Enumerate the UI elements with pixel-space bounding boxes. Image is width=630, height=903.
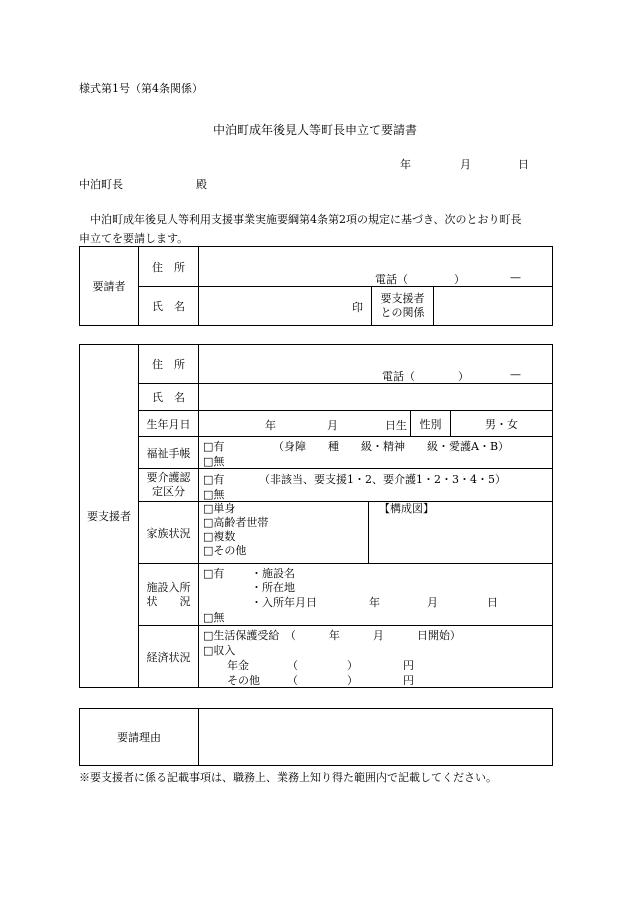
pension-unit: 円 bbox=[403, 659, 414, 672]
care-level-label bbox=[139, 469, 199, 502]
requester-phone-label: 電話（ bbox=[375, 273, 408, 286]
supported-name-label: 氏 名 bbox=[139, 384, 199, 411]
requester-name-field[interactable] bbox=[199, 287, 372, 326]
gender-field[interactable]: 男・女 bbox=[451, 411, 553, 437]
date-month-label: 月 bbox=[460, 158, 471, 171]
family-option-multiple[interactable]: □複数 bbox=[203, 530, 236, 543]
family-chart-field[interactable] bbox=[369, 502, 553, 564]
care-level-field[interactable] bbox=[199, 469, 553, 502]
care-no-checkbox[interactable]: □無 bbox=[203, 488, 225, 501]
relation-label-line1: 要支援者 bbox=[380, 292, 425, 305]
supported-phone-label: 電話（ bbox=[382, 370, 415, 383]
family-option-other[interactable]: □その他 bbox=[203, 544, 247, 557]
facility-day-label: 日 bbox=[487, 596, 498, 609]
facility-date-label: ・入所年月日 bbox=[251, 596, 317, 609]
birthdate-label: 生年月日 bbox=[139, 411, 199, 437]
facility-no-checkbox[interactable]: □無 bbox=[203, 611, 225, 624]
reason-field[interactable] bbox=[199, 709, 553, 766]
pension-label: 年金 bbox=[227, 659, 249, 672]
date-day-label: 日 bbox=[518, 158, 529, 171]
facility-location-label: ・所在地 bbox=[251, 581, 295, 594]
requester-address-label: 住 所 bbox=[139, 247, 199, 287]
welfare-field[interactable] bbox=[199, 437, 553, 469]
facility-year-label: 年 bbox=[369, 596, 380, 609]
requester-phone-dash: — bbox=[510, 271, 521, 284]
gender-label: 性別 bbox=[411, 411, 451, 437]
facility-field[interactable] bbox=[199, 564, 553, 626]
supported-table bbox=[79, 344, 553, 688]
facility-yes-checkbox[interactable]: □有 bbox=[203, 567, 225, 580]
birth-month-label: 月 bbox=[327, 419, 338, 432]
relation-label-line2: との関係 bbox=[380, 306, 425, 319]
facility-month-label: 月 bbox=[427, 596, 438, 609]
welfare-yes-checkbox[interactable]: □有 bbox=[203, 440, 225, 453]
addressee: 中泊町長 bbox=[79, 178, 123, 191]
requester-section-label: 要請者 bbox=[80, 247, 139, 326]
facility-label-line2: 状 況 bbox=[146, 594, 191, 608]
family-option-single[interactable]: □単身 bbox=[203, 502, 236, 515]
supported-phone-dash: — bbox=[510, 368, 521, 381]
birth-day-label: 日生 bbox=[385, 419, 407, 432]
other-income-close: ） bbox=[347, 674, 358, 687]
page-title: 中泊町成年後見人等町長申立て要請書 bbox=[212, 123, 417, 137]
welfare-label: 福祉手帳 bbox=[139, 437, 199, 469]
facility-label bbox=[139, 564, 199, 626]
economy-field[interactable] bbox=[199, 626, 553, 688]
form-number: 様式第1号（第4条関係） bbox=[79, 82, 203, 95]
supported-address-field[interactable] bbox=[199, 345, 553, 384]
facility-name-label: ・施設名 bbox=[251, 567, 295, 580]
requester-name-label: 氏 名 bbox=[139, 287, 199, 326]
requester-phone-close: ） bbox=[454, 273, 465, 286]
reason-table bbox=[79, 708, 553, 766]
supported-section-label: 要支援者 bbox=[80, 345, 139, 688]
footnote: ※要支援者に係る記載事項は、職務上、業務上知り得た範囲内で記載してください。 bbox=[79, 771, 497, 784]
reason-label: 要請理由 bbox=[80, 709, 199, 766]
pension-close: ） bbox=[347, 659, 358, 672]
economy-income-checkbox[interactable]: □収入 bbox=[203, 644, 236, 657]
family-chart-label: 【構成図】 bbox=[379, 502, 434, 515]
family-option-elderly[interactable]: □高齢者世帯 bbox=[203, 516, 269, 529]
requester-table bbox=[79, 246, 553, 326]
birthdate-field[interactable] bbox=[199, 411, 411, 437]
supported-address-label: 住 所 bbox=[139, 345, 199, 384]
supported-name-field[interactable] bbox=[199, 384, 553, 411]
relation-field[interactable] bbox=[434, 287, 553, 326]
welfare-no-checkbox[interactable]: □無 bbox=[203, 455, 225, 468]
honorific: 殿 bbox=[196, 178, 207, 191]
seal-mark: 印 bbox=[352, 301, 363, 314]
welfare-detail: （身障 種 級・精神 級・愛護A・B） bbox=[273, 440, 510, 453]
economy-label: 経済状況 bbox=[139, 626, 199, 688]
other-income-label: その他 bbox=[227, 674, 260, 687]
date-year-label: 年 bbox=[400, 158, 411, 171]
relation-label bbox=[372, 287, 434, 326]
intro-line-1: 中泊町成年後見人等利用支援事業実施要綱第4条第2項の規定に基づき、次のとおり町長 bbox=[90, 213, 522, 226]
other-income-unit: 円 bbox=[403, 674, 414, 687]
pension-open: （ bbox=[287, 659, 298, 672]
facility-label-line1: 施設入所 bbox=[146, 580, 191, 594]
supported-phone-close: ） bbox=[458, 370, 469, 383]
intro-line-2: 申立てを要請します。 bbox=[79, 232, 189, 245]
care-level-label-line2: 定区分 bbox=[152, 485, 185, 498]
economy-welfare-checkbox[interactable]: □生活保護受給 （ 年 月 日開始） bbox=[203, 629, 461, 642]
family-label: 家族状況 bbox=[139, 502, 199, 564]
care-level-label-line1: 要介護認 bbox=[146, 471, 191, 484]
other-income-open: （ bbox=[287, 674, 298, 687]
family-options[interactable] bbox=[199, 502, 369, 564]
requester-address-field[interactable] bbox=[199, 247, 553, 287]
birth-year-label: 年 bbox=[265, 419, 276, 432]
care-detail: （非該当、要支援1・2、要介護1・2・3・4・5） bbox=[259, 473, 506, 486]
care-yes-checkbox[interactable]: □有 bbox=[203, 473, 225, 486]
